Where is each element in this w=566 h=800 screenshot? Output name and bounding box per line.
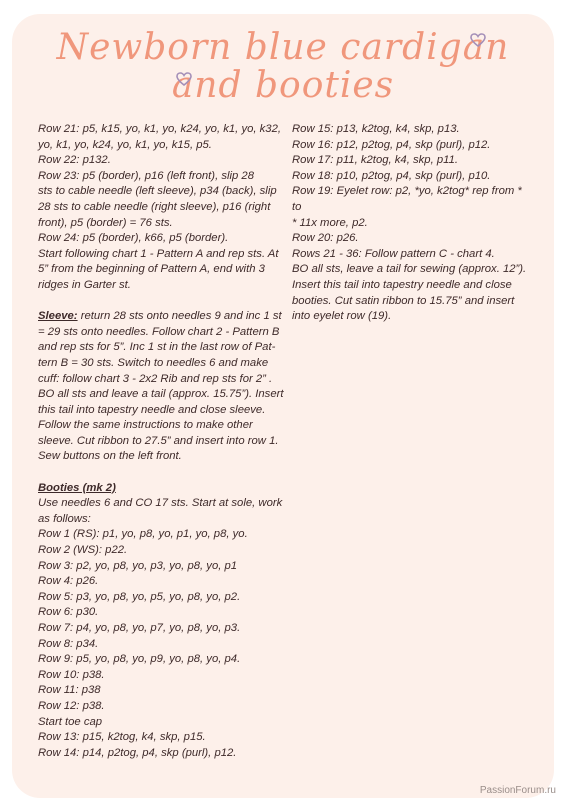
heart-icon — [470, 33, 486, 47]
watermark: PassionForum.ru — [479, 785, 556, 796]
text-line: yo, k1, yo, k24, yo, k1, yo, k15, p5. — [38, 138, 212, 151]
text-line: ridges in Garter st. — [38, 278, 131, 291]
text-line: 28 sts to cable needle (right sleeve), p16 (right — [38, 200, 271, 213]
text-line: Row 4: p26. — [38, 575, 99, 588]
text-line: this tail into tapestry needle and close sleeve. — [38, 403, 266, 416]
sleeve-section — [38, 309, 284, 465]
text-line: booties. Cut satin ribbon to 15.75” and insert — [292, 294, 515, 307]
text-line: * 11x more, p2. — [292, 216, 368, 229]
text-line: as follows: — [38, 512, 91, 525]
text-line: Use needles 6 and CO 17 sts. Start at sole, work — [38, 497, 283, 510]
sleeve-heading: Sleeve: — [38, 310, 78, 323]
text-line: Row 11: p38 — [38, 684, 101, 697]
text-line: Row 6: p30. — [38, 606, 99, 619]
booties-heading: Booties (mk 2) — [38, 481, 116, 494]
page-title-line-1: Newborn blue cardigan — [56, 27, 510, 68]
text-line: and rep sts for 5”. Inc 1 st in the last row of Pat- — [38, 341, 276, 354]
text-line: Row 5: p3, yo, p8, yo, p5, yo, p8, yo, p2. — [38, 590, 241, 603]
text-line: Follow the same instructions to make other — [38, 419, 253, 432]
text-line: Row 13: p15, k2tog, k4, skp, p15. — [38, 731, 206, 744]
text-line: sts to cable needle (left sleeve), p34 (back), slip — [38, 185, 277, 198]
text-line: Row 17: p11, k2tog, k4, skp, p11. — [292, 154, 458, 167]
text-line: Row 9: p5, yo, p8, yo, p9, yo, p8, yo, p4. — [38, 653, 241, 666]
text-line: Row 12: p38. — [38, 699, 105, 712]
booties-section — [38, 481, 284, 762]
text-line: BO all sts and leave a tail (approx. 15.75”). Insert — [38, 388, 284, 401]
text-line: Insert this tail into tapestry needle and close — [292, 278, 512, 291]
text-line: front), p5 (border) = 76 sts. — [38, 216, 173, 229]
paragraph-gap — [38, 294, 284, 310]
text-line: into eyelet row (19). — [292, 310, 392, 323]
text-line: Row 10: p38. — [38, 668, 105, 681]
text-line: Start toe cap — [38, 715, 103, 728]
text-line: Row 24: p5 (border), k66, p5 (border). — [38, 232, 229, 245]
text-line: Start following chart 1 - Pattern A and rep sts. At — [38, 247, 279, 260]
text-line: Row 1 (RS): p1, yo, p8, yo, p1, yo, p8, yo. — [38, 528, 248, 541]
text-line: = 29 sts onto needles. Follow chart 2 - Pattern B — [38, 325, 280, 338]
text-line: Row 16: p12, p2tog, p4, skp (purl), p12. — [292, 138, 491, 151]
text-line: Row 19: Eyelet row: p2, *yo, k2tog* rep from * to — [292, 185, 522, 213]
text-line: Row 3: p2, yo, p8, yo, p3, yo, p8, yo, p1 — [38, 559, 238, 572]
text-line: sleeve. Cut ribbon to 27.5” and insert into row 1. — [38, 434, 279, 447]
text-line: Row 15: p13, k2tog, k4, skp, p13. — [292, 123, 460, 135]
text-line: Row 2 (WS): p22. — [38, 544, 128, 557]
text-line: return 28 sts onto needles 9 and inc 1 st — [77, 310, 282, 323]
right-column — [292, 122, 532, 325]
page-title-line-2: and booties — [171, 65, 395, 106]
text-line: cuff: follow chart 3 - 2x2 Rib and rep sts for 2” . — [38, 372, 273, 385]
sleeve-first-line — [38, 309, 284, 325]
text-line: Sew buttons on the left front. — [38, 450, 182, 463]
heart-icon — [176, 72, 192, 86]
left-column — [38, 122, 284, 761]
text-line: 5” from the beginning of Pattern A, end with 3 — [38, 263, 265, 276]
text-line: BO all sts, leave a tail for sewing (approx. 12”). — [292, 263, 527, 276]
text-line: Row 21: p5, k15, yo, k1, yo, k24, yo, k1, yo, k32, — [38, 123, 282, 135]
text-line: Row 8: p34. — [38, 637, 99, 650]
text-line: Row 20: p26. — [292, 232, 359, 245]
body-lines — [38, 122, 284, 294]
text-line: Row 23: p5 (border), p16 (left front), slip 28 — [38, 169, 254, 182]
paragraph-gap — [38, 465, 284, 481]
text-line: Row 18: p10, p2tog, p4, skp (purl), p10. — [292, 169, 491, 182]
text-line: Rows 21 - 36: Follow pattern C - chart 4. — [292, 247, 495, 260]
text-line: Row 7: p4, yo, p8, yo, p7, yo, p8, yo, p3. — [38, 622, 241, 634]
text-line: tern B = 30 sts. Switch to needles 6 and make — [38, 356, 269, 369]
text-line: Row 22: p132. — [38, 154, 111, 167]
text-line: Row 14: p14, p2tog, p4, skp (purl), p12. — [38, 746, 237, 759]
